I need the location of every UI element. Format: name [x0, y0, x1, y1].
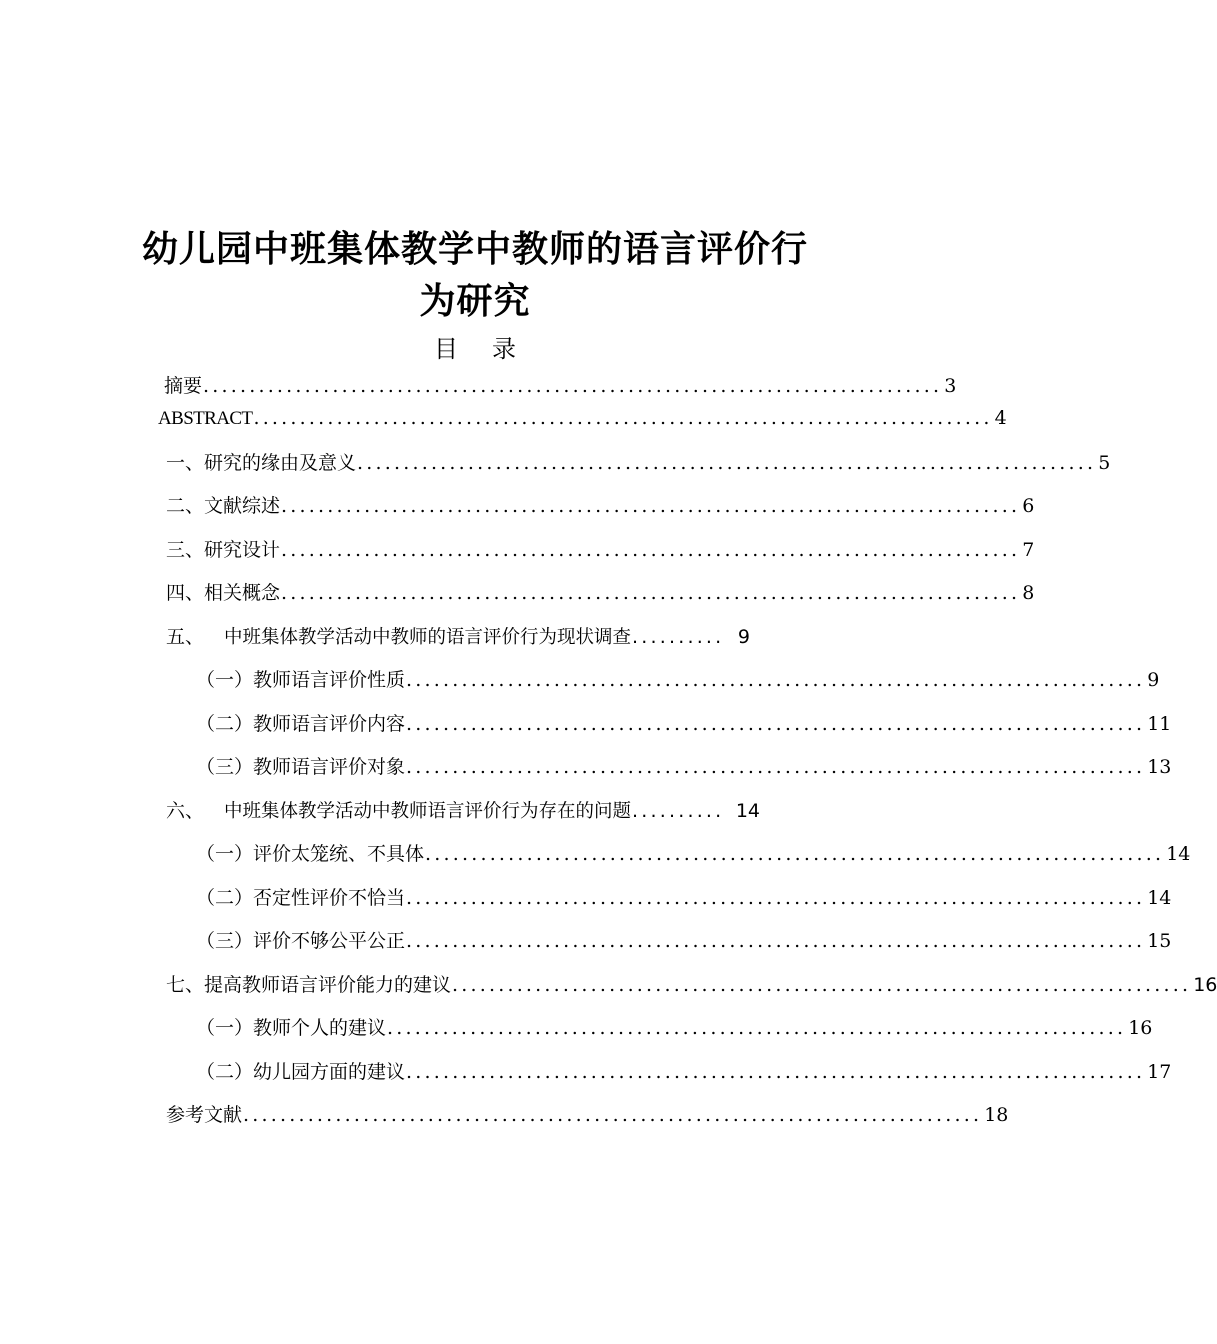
toc-section-number: 六、 — [166, 800, 205, 822]
toc-leader-dots: ................................................................................ — [357, 452, 1097, 474]
toc-entry-label: ABSTRACT — [158, 408, 253, 429]
toc-page-number: 14 — [1166, 843, 1191, 865]
title-line-1: 幼儿园中班集体教学中教师的语言评价行 — [141, 229, 808, 270]
toc-page-number: 17 — [1147, 1061, 1172, 1083]
toc-entry-section-5-3[interactable] — [196, 754, 1172, 780]
toc-entry-section-6-3[interactable] — [196, 928, 1172, 954]
toc-leader-dots: ................................................................................ — [406, 887, 1146, 909]
toc-entry-label: 参考文献 — [166, 1104, 243, 1126]
toc-leader-dots: ................................................................................ — [425, 843, 1165, 865]
toc-page-number: 15 — [1147, 930, 1172, 952]
toc-leader-dots: ................................................................................ — [406, 713, 1146, 735]
toc-entry-label: （二）否定性评价不恰当 — [196, 887, 406, 909]
toc-page-number: 4 — [994, 407, 1007, 429]
toc-entry-section-6[interactable] — [166, 798, 760, 825]
toc-entry-references[interactable] — [166, 1102, 1009, 1128]
toc-entry-label: 研究设计 — [204, 539, 281, 561]
toc-entry-label: （一）教师语言评价性质 — [196, 669, 406, 691]
toc-page-number: 13 — [1147, 756, 1172, 778]
toc-leader-dots: ................................................................................ — [281, 582, 1021, 604]
toc-entry-label: 文献综述 — [204, 495, 281, 517]
toc-entry-section-1[interactable] — [166, 450, 1111, 476]
toc-entry-section-3[interactable] — [166, 537, 1035, 563]
toc-leader-dots: .......... — [632, 800, 725, 822]
toc-entry-section-5-1[interactable] — [196, 667, 1160, 693]
toc-entry-section-2[interactable] — [166, 493, 1035, 519]
toc-entry-section-7-1[interactable] — [196, 1015, 1153, 1041]
toc-page-number: 3 — [944, 375, 957, 397]
toc-entry-label: 相关概念 — [204, 582, 281, 604]
toc-page-number: 14 — [1147, 887, 1172, 909]
toc-leader-dots: ................................................................................ — [406, 756, 1146, 778]
toc-page-number: 8 — [1022, 582, 1035, 604]
toc-page-number: 11 — [1147, 713, 1172, 735]
toc-heading — [0, 334, 950, 364]
toc-entry-label: （一）教师个人的建议 — [196, 1017, 387, 1039]
toc-page-number: 14 — [735, 800, 760, 822]
toc-entry-abstract-en[interactable] — [158, 405, 1007, 432]
toc-heading-char-1: 目 — [434, 335, 458, 363]
toc-page-number: 9 — [1147, 669, 1160, 691]
toc-entry-label: （三）评价不够公平公正 — [196, 930, 406, 952]
toc-leader-dots: ................................................................................ — [203, 375, 943, 397]
title-line-2: 为研究 — [419, 281, 531, 322]
toc-entry-section-6-2[interactable] — [196, 885, 1172, 911]
toc-entry-label: （二）幼儿园方面的建议 — [196, 1061, 406, 1083]
toc-section-number: 一、 — [166, 452, 205, 474]
toc-entry-section-4[interactable] — [166, 580, 1035, 606]
toc-entry-section-6-1[interactable] — [196, 841, 1191, 867]
toc-page-number: 16 — [1128, 1017, 1153, 1039]
toc-leader-dots: ................................................................................ — [406, 669, 1146, 691]
toc-leader-dots: .......... — [632, 626, 725, 648]
toc-section-number: 二、 — [166, 495, 205, 517]
toc-entry-label: 中班集体教学活动中教师语言评价行为存在的问题 — [224, 801, 632, 822]
toc-entry-section-5[interactable] — [166, 624, 750, 651]
toc-heading-char-2: 录 — [492, 335, 516, 363]
toc-leader-dots: ................................................................................ — [387, 1017, 1127, 1039]
toc-entry-section-5-2[interactable] — [196, 711, 1172, 737]
toc-entry-label: （一）评价太笼统、不具体 — [196, 843, 425, 865]
toc-leader-dots: ................................................................................ — [243, 1104, 983, 1126]
toc-entry-section-7-2[interactable] — [196, 1059, 1172, 1085]
toc-section-number: 四、 — [166, 582, 205, 604]
toc-entry-abstract-cn[interactable] — [164, 373, 957, 399]
toc-page-number: 5 — [1098, 452, 1111, 474]
toc-leader-dots: ................................................................................ — [281, 539, 1021, 561]
toc-section-number: 五、 — [166, 626, 205, 648]
toc-leader-dots: ................................................................................ — [452, 974, 1192, 996]
toc-leader-dots: ................................................................................ — [406, 1061, 1146, 1083]
toc-page-number: 9 — [737, 626, 750, 648]
toc-entry-label: （三）教师语言评价对象 — [196, 756, 406, 778]
toc-section-number: 三、 — [166, 539, 205, 561]
toc-entry-label: 研究的缘由及意义 — [204, 452, 357, 474]
toc-entry-label: 摘要 — [164, 375, 203, 397]
toc-page-number: 16 — [1193, 974, 1217, 996]
toc-entry-label: 七、提高教师语言评价能力的建议 — [166, 974, 452, 996]
toc-entry-section-7[interactable] — [166, 972, 1217, 998]
toc-leader-dots: ................................................................................ — [281, 495, 1021, 517]
toc-entry-label: 中班集体教学活动中教师的语言评价行为现状调查 — [224, 627, 632, 648]
toc-page-number: 6 — [1022, 495, 1035, 517]
toc-leader-dots: ................................................................................ — [406, 930, 1146, 952]
toc-entry-label: （二）教师语言评价内容 — [196, 713, 406, 735]
toc-page-number: 7 — [1022, 539, 1035, 561]
toc-page-number: 18 — [984, 1104, 1009, 1126]
toc-leader-dots: ................................................................................ — [253, 407, 993, 429]
